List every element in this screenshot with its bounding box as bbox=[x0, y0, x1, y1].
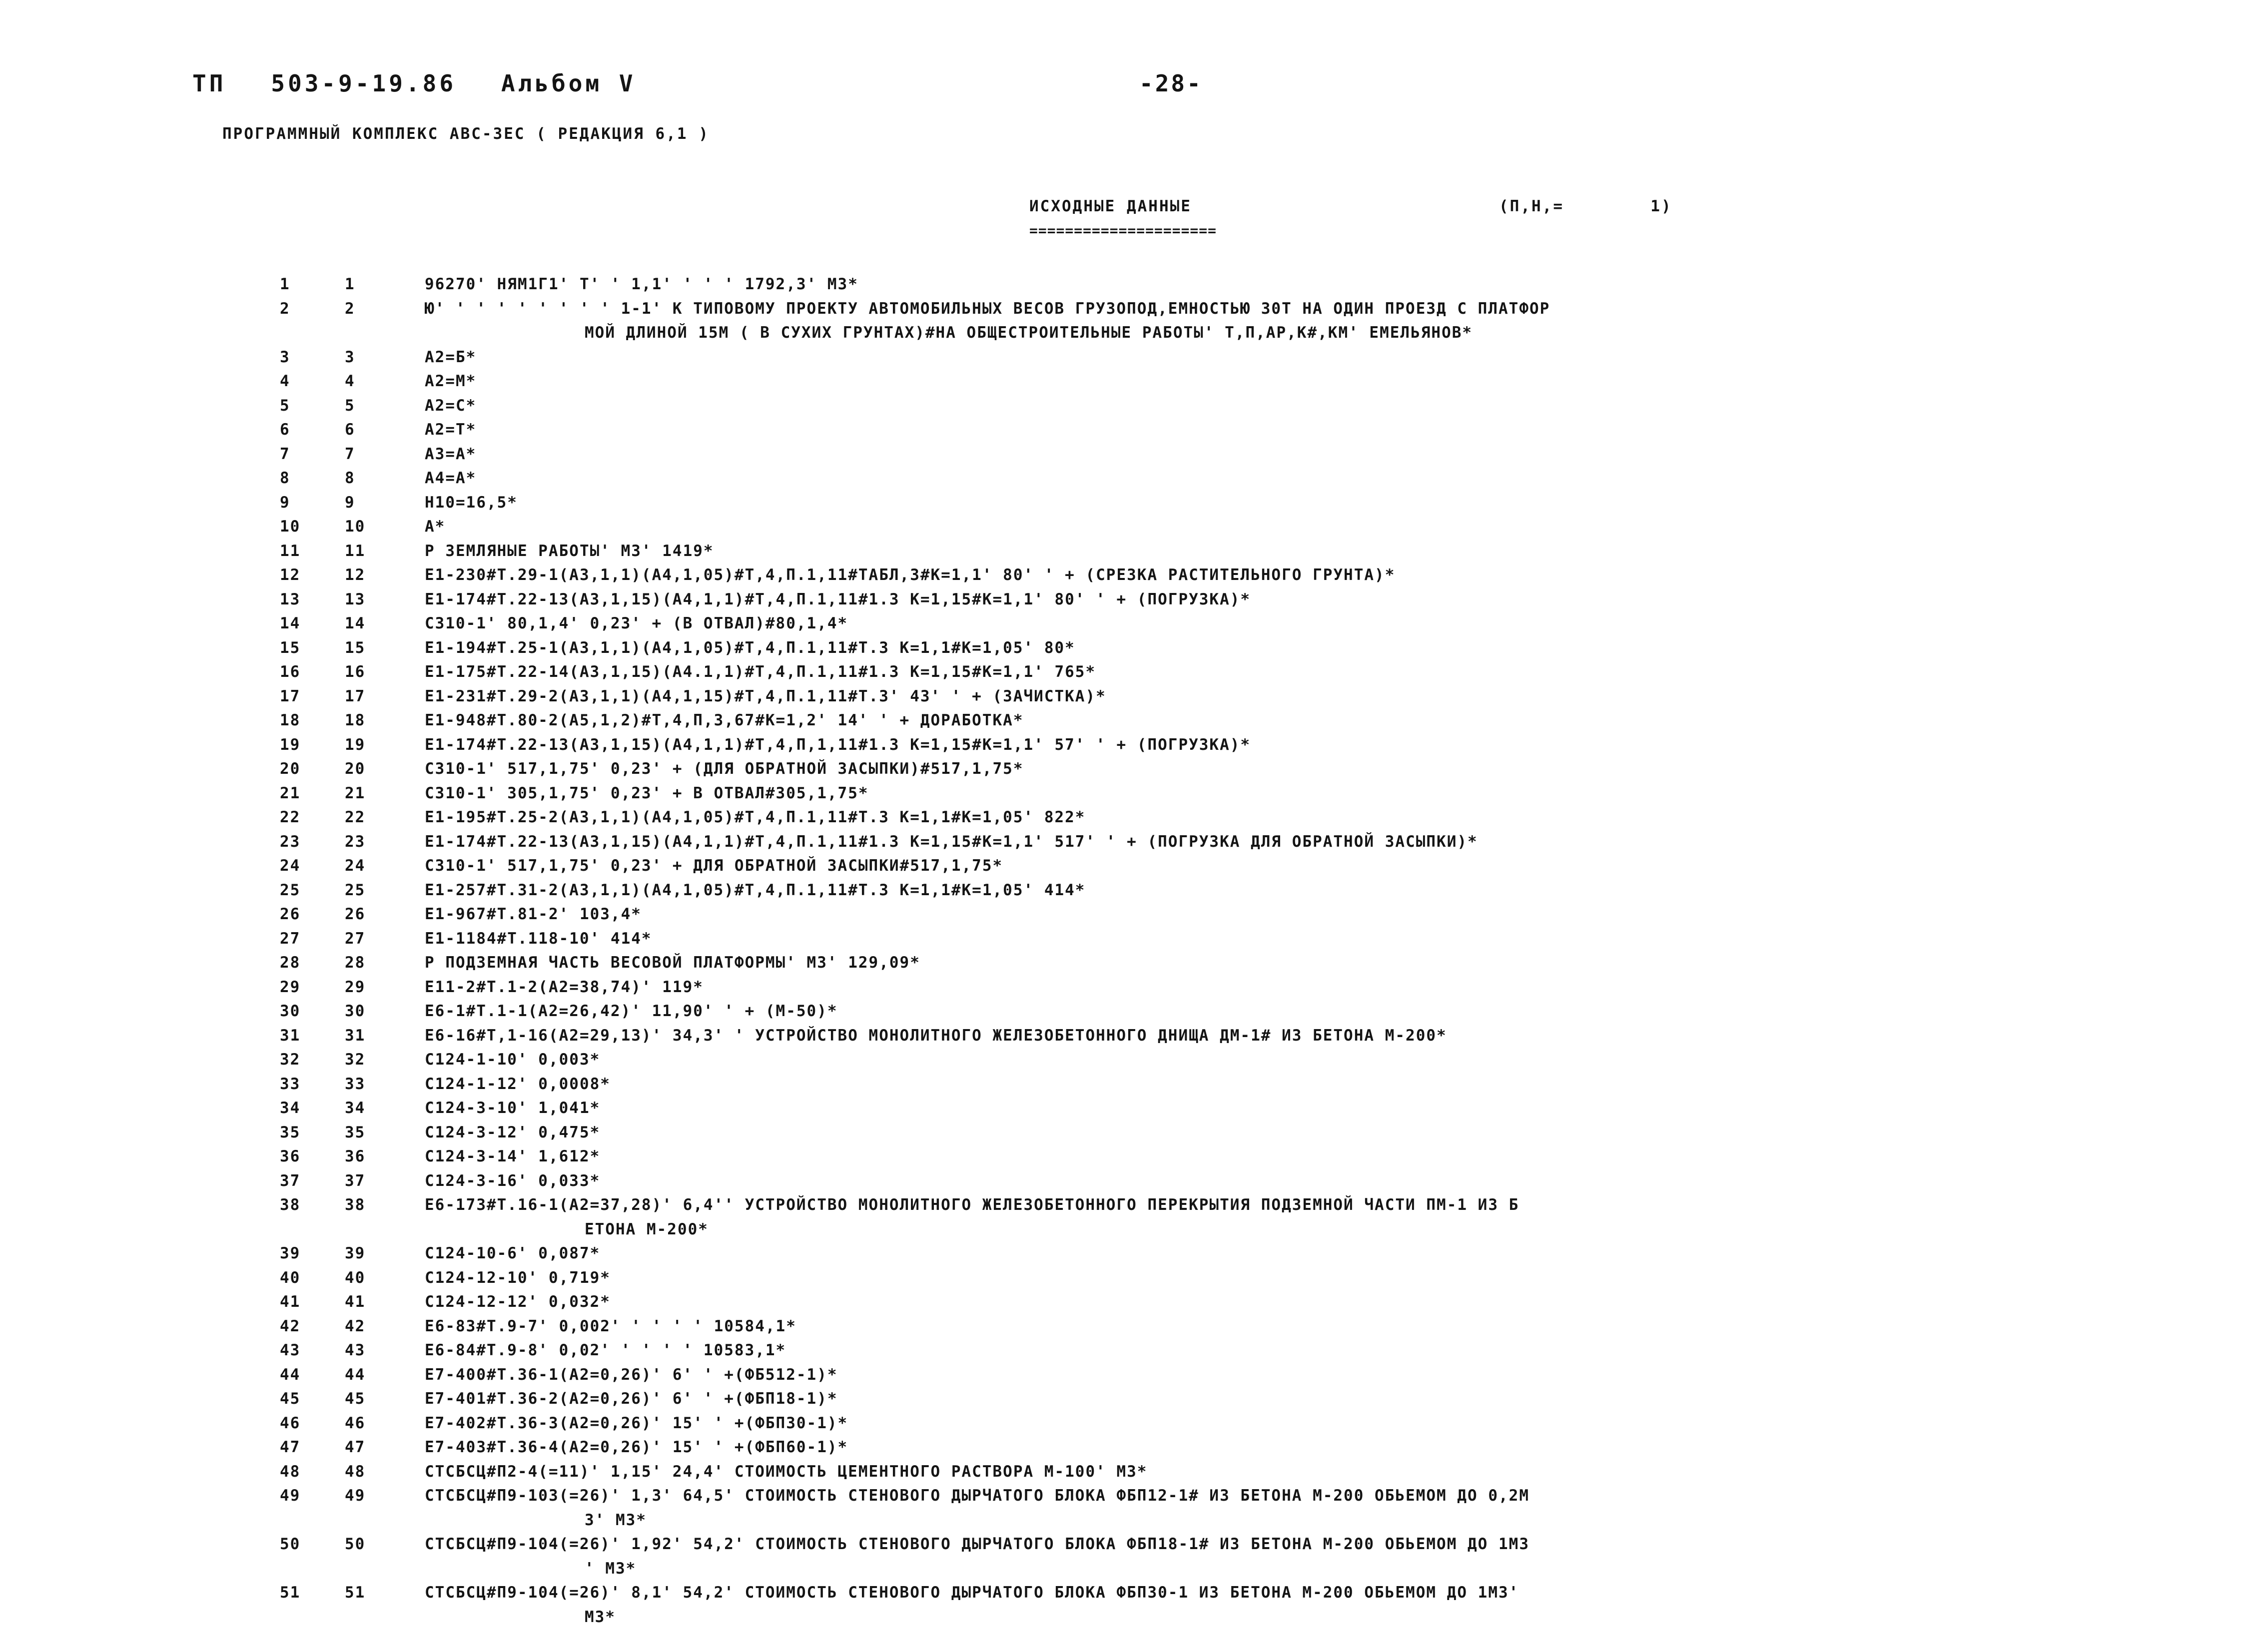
record-number: 46 bbox=[345, 1414, 366, 1432]
record-number: 37 bbox=[345, 1171, 366, 1190]
listing-row bbox=[280, 563, 2104, 587]
record-text: А4=А* bbox=[425, 469, 477, 487]
line-number: 45 bbox=[280, 1390, 301, 1408]
line-number: 48 bbox=[280, 1462, 301, 1481]
line-number: 33 bbox=[280, 1075, 301, 1093]
record-number: 41 bbox=[345, 1293, 366, 1311]
program-title: ПРОГРАММНЫЙ КОМПЛЕКС АВС-3ЕС ( РЕДАКЦИЯ 6,1 ) bbox=[222, 125, 710, 143]
line-number: 40 bbox=[280, 1268, 301, 1287]
listing-row-continuation bbox=[280, 1508, 2104, 1533]
line-number: 30 bbox=[280, 1002, 301, 1020]
record-text: Е1-230#Т.29-1(А3,1,1)(А4,1,05)#Т,4,П.1,11#ТАБЛ,3#К=1,1' 80' ' + (СРЕЗКА РАСТИТЕЛЬНОГО ГРУНТА)* bbox=[425, 566, 1396, 584]
line-number: 12 bbox=[280, 566, 301, 584]
record-number: 43 bbox=[345, 1341, 366, 1359]
listing-row bbox=[280, 733, 2104, 757]
record-number: 47 bbox=[345, 1438, 366, 1456]
listing-row bbox=[280, 466, 2104, 491]
listing-row-continuation bbox=[280, 1217, 2104, 1242]
line-number: 51 bbox=[280, 1584, 301, 1602]
listing-row bbox=[280, 927, 2104, 951]
record-text: Р ЗЕМЛЯНЫЕ РАБОТЫ' М3' 1419* bbox=[425, 542, 714, 560]
record-number: 44 bbox=[345, 1365, 366, 1384]
record-text: Е7-402#Т.36-3(А2=0,26)' 15' ' +(ФБП30-1)* bbox=[425, 1414, 848, 1432]
listing-row bbox=[280, 1581, 2104, 1605]
line-number: 50 bbox=[280, 1535, 301, 1553]
listing-row bbox=[280, 1072, 2104, 1097]
record-text: С124-1-10' 0,003* bbox=[425, 1051, 601, 1069]
line-number: 25 bbox=[280, 881, 301, 899]
record-number: 13 bbox=[345, 590, 366, 608]
record-number: 40 bbox=[345, 1268, 366, 1287]
line-number: 16 bbox=[280, 663, 301, 681]
record-number: 12 bbox=[345, 566, 366, 584]
record-text-continuation: ' М3* bbox=[585, 1559, 637, 1578]
listing-row-continuation bbox=[280, 1557, 2104, 1581]
line-number: 14 bbox=[280, 614, 301, 632]
record-text: Е1-948#Т.80-2(А5,1,2)#Т,4,П,3,67#К=1,2' 14' ' + ДОРАБОТКА* bbox=[425, 711, 1024, 729]
listing-row bbox=[280, 1290, 2104, 1314]
record-text: С124-3-10' 1,041* bbox=[425, 1099, 601, 1117]
doc-code: ТП bbox=[192, 70, 226, 97]
line-number: 23 bbox=[280, 832, 301, 851]
line-number: 15 bbox=[280, 638, 301, 657]
record-number: 30 bbox=[345, 1002, 366, 1020]
record-text: С124-3-12' 0,475* bbox=[425, 1123, 601, 1141]
record-number: 27 bbox=[345, 929, 366, 948]
line-number: 1 bbox=[280, 275, 290, 293]
listing-row bbox=[280, 1532, 2104, 1557]
line-number: 17 bbox=[280, 687, 301, 705]
listing-row bbox=[280, 515, 2104, 539]
line-number: 13 bbox=[280, 590, 301, 608]
album-label: Альбом V bbox=[501, 70, 636, 97]
record-text: С310-1' 80,1,4' 0,23' + (В ОТВАЛ)#80,1,4* bbox=[425, 614, 848, 632]
record-text: А2=Б* bbox=[425, 348, 477, 366]
line-number: 49 bbox=[280, 1487, 301, 1505]
listing-row bbox=[280, 539, 2104, 563]
record-number: 10 bbox=[345, 518, 366, 536]
listing-row bbox=[280, 418, 2104, 442]
listing-row bbox=[280, 611, 2104, 636]
line-number: 21 bbox=[280, 784, 301, 802]
listing-row bbox=[280, 442, 2104, 467]
line-number: 41 bbox=[280, 1293, 301, 1311]
record-text: С310-1' 517,1,75' 0,23' + ДЛЯ ОБРАТНОЙ ЗАСЫПКИ#517,1,75* bbox=[425, 857, 1003, 875]
record-number: 17 bbox=[345, 687, 366, 705]
record-text-continuation: 3' М3* bbox=[585, 1511, 647, 1529]
record-number: 38 bbox=[345, 1196, 366, 1214]
record-number: 34 bbox=[345, 1099, 366, 1117]
listing-row bbox=[280, 830, 2104, 854]
page-number: -28- bbox=[1139, 70, 1203, 97]
record-text: Н10=16,5* bbox=[425, 493, 518, 512]
listing-row bbox=[280, 1435, 2104, 1460]
record-number: 4 bbox=[345, 372, 355, 390]
record-text: Е1-194#Т.25-1(А3,1,1)(А4,1,05)#Т,4,П.1,11#Т.3 К=1,1#К=1,05' 80* bbox=[425, 638, 1075, 657]
record-number: 2 bbox=[345, 299, 355, 318]
listing-row bbox=[280, 757, 2104, 781]
line-number: 47 bbox=[280, 1438, 301, 1456]
record-text: Е1-195#Т.25-2(А3,1,1)(А4,1,05)#Т,4,П.1,11#Т.3 К=1,1#К=1,05' 822* bbox=[425, 808, 1086, 826]
listing-row bbox=[280, 805, 2104, 830]
record-number: 19 bbox=[345, 735, 366, 754]
record-number: 31 bbox=[345, 1026, 366, 1045]
listing-row bbox=[280, 878, 2104, 903]
listing-row bbox=[280, 854, 2104, 878]
line-number: 5 bbox=[280, 396, 290, 415]
section-title: ИСХОДНЫЕ ДАННЫЕ bbox=[1029, 197, 1192, 215]
listing-row bbox=[280, 1363, 2104, 1387]
record-text: С124-12-10' 0,719* bbox=[425, 1268, 611, 1287]
record-number: 25 bbox=[345, 881, 366, 899]
line-number: 34 bbox=[280, 1099, 301, 1117]
record-text: Е6-83#Т.9-7' 0,002' ' ' ' ' 10584,1* bbox=[425, 1317, 796, 1335]
record-number: 45 bbox=[345, 1390, 366, 1408]
listing-row bbox=[280, 975, 2104, 1000]
listing-row bbox=[280, 1241, 2104, 1266]
section-underline: ===================== bbox=[1029, 222, 1217, 239]
record-text: Е6-84#Т.9-8' 0,02' ' ' ' ' 10583,1* bbox=[425, 1341, 786, 1359]
record-text: СТСБСЦ#П9-103(=26)' 1,3' 64,5' СТОИМОСТЬ СТЕНОВОГО ДЫРЧАТОГО БЛОКА ФБП12-1# ИЗ БЕТОНА М-200 ОБЬЕМОМ ДО 0,2М bbox=[425, 1487, 1530, 1505]
line-number: 36 bbox=[280, 1147, 301, 1165]
record-number: 8 bbox=[345, 469, 355, 487]
line-number: 26 bbox=[280, 905, 301, 923]
record-number: 39 bbox=[345, 1244, 366, 1262]
record-text: Е7-403#Т.36-4(А2=0,26)' 15' ' +(ФБП60-1)* bbox=[425, 1438, 848, 1456]
record-text: Е1-175#Т.22-14(А3,1,15)(А4.1,1)#Т,4,П.1,11#1.3 К=1,15#К=1,1' 765* bbox=[425, 663, 1096, 681]
record-number: 49 bbox=[345, 1487, 366, 1505]
record-number: 24 bbox=[345, 857, 366, 875]
record-number: 50 bbox=[345, 1535, 366, 1553]
line-number: 35 bbox=[280, 1123, 301, 1141]
record-number: 33 bbox=[345, 1075, 366, 1093]
listing-row bbox=[280, 1144, 2104, 1169]
listing-row bbox=[280, 1484, 2104, 1508]
record-text: Е1-967#Т.81-2' 103,4* bbox=[425, 905, 642, 923]
record-text: Е11-2#Т.1-2(А2=38,74)' 119* bbox=[425, 978, 704, 996]
record-number: 7 bbox=[345, 445, 355, 463]
record-number: 51 bbox=[345, 1584, 366, 1602]
record-text: СТСБСЦ#П9-104(=26)' 8,1' 54,2' СТОИМОСТЬ СТЕНОВОГО ДЫРЧАТОГО БЛОКА ФБП30-1 ИЗ БЕТОНА М-200 ОБЬЕМОМ ДО 1М3' bbox=[425, 1584, 1519, 1602]
record-text: С124-12-12' 0,032* bbox=[425, 1293, 611, 1311]
line-number: 42 bbox=[280, 1317, 301, 1335]
record-text: С310-1' 517,1,75' 0,23' + (ДЛЯ ОБРАТНОЙ ЗАСЫПКИ)#517,1,75* bbox=[425, 760, 1024, 778]
record-number: 35 bbox=[345, 1123, 366, 1141]
record-number: 18 bbox=[345, 711, 366, 729]
listing-row bbox=[280, 951, 2104, 975]
line-number: 4 bbox=[280, 372, 290, 390]
listing-row bbox=[280, 1411, 2104, 1436]
record-text: СТСБСЦ#П2-4(=11)' 1,15' 24,4' СТОИМОСТЬ ЦЕМЕНТНОГО РАСТВОРА М-100' М3* bbox=[425, 1462, 1148, 1481]
listing-row bbox=[280, 272, 2104, 297]
listing-row bbox=[280, 394, 2104, 418]
record-number: 22 bbox=[345, 808, 366, 826]
record-text: С124-1-12' 0,0008* bbox=[425, 1075, 611, 1093]
line-number: 27 bbox=[280, 929, 301, 948]
record-text: Е7-401#Т.36-2(А2=0,26)' 6' ' +(ФБП18-1)* bbox=[425, 1390, 838, 1408]
record-number: 14 bbox=[345, 614, 366, 632]
listing-row bbox=[280, 1096, 2104, 1120]
record-text: А2=М* bbox=[425, 372, 477, 390]
record-number: 16 bbox=[345, 663, 366, 681]
listing-row bbox=[280, 781, 2104, 806]
record-text: Е1-257#Т.31-2(А3,1,1)(А4,1,05)#Т,4,П.1,11#Т.3 К=1,1#К=1,05' 414* bbox=[425, 881, 1086, 899]
record-number: 20 bbox=[345, 760, 366, 778]
record-number: 11 bbox=[345, 542, 366, 560]
line-number: 11 bbox=[280, 542, 301, 560]
record-text: СТСБСЦ#П9-104(=26)' 1,92' 54,2' СТОИМОСТЬ СТЕНОВОГО ДЫРЧАТОГО БЛОКА ФБП18-1# ИЗ БЕТОНА М-200 ОБЬЕМОМ ДО 1М3 bbox=[425, 1535, 1530, 1553]
record-number: 1 bbox=[345, 275, 355, 293]
line-number: 37 bbox=[280, 1171, 301, 1190]
record-text: С124-10-6' 0,087* bbox=[425, 1244, 601, 1262]
listing-row bbox=[280, 1193, 2104, 1217]
record-text: Е6-173#Т.16-1(А2=37,28)' 6,4'' УСТРОЙСТВО МОНОЛИТНОГО ЖЕЛЕЗОБЕТОННОГО ПЕРЕКРЫТИЯ ПОДЗЕМНОЙ ЧАСТИ ПМ-1 ИЗ Б bbox=[425, 1196, 1519, 1214]
line-number: 8 bbox=[280, 469, 290, 487]
listing-row bbox=[280, 491, 2104, 515]
line-number: 10 bbox=[280, 518, 301, 536]
line-number: 6 bbox=[280, 421, 290, 439]
record-number: 3 bbox=[345, 348, 355, 366]
record-number: 6 bbox=[345, 421, 355, 439]
record-number: 26 bbox=[345, 905, 366, 923]
line-number: 31 bbox=[280, 1026, 301, 1045]
line-number: 9 bbox=[280, 493, 290, 512]
record-number: 28 bbox=[345, 954, 366, 972]
line-number: 7 bbox=[280, 445, 290, 463]
listing-row-continuation bbox=[280, 321, 2104, 345]
line-number: 38 bbox=[280, 1196, 301, 1214]
record-text: Е1-1184#Т.118-10' 414* bbox=[425, 929, 652, 948]
listing-row bbox=[280, 1024, 2104, 1048]
record-text: Е6-1#Т.1-1(А2=26,42)' 11,90' ' + (М-50)* bbox=[425, 1002, 838, 1020]
record-number: 32 bbox=[345, 1051, 366, 1069]
listing-row bbox=[280, 1120, 2104, 1145]
line-number: 20 bbox=[280, 760, 301, 778]
project-number: 503-9-19.86 bbox=[271, 70, 457, 97]
record-text: А2=Т* bbox=[425, 421, 477, 439]
record-number: 21 bbox=[345, 784, 366, 802]
line-number: 24 bbox=[280, 857, 301, 875]
listing-row bbox=[280, 345, 2104, 370]
record-text: Е1-231#Т.29-2(А3,1,1)(А4,1,15)#Т,4,П.1,11#Т.3' 43' ' + (ЗАЧИСТКА)* bbox=[425, 687, 1106, 705]
line-number: 29 bbox=[280, 978, 301, 996]
listing-row bbox=[280, 636, 2104, 660]
record-text: С124-3-16' 0,033* bbox=[425, 1171, 601, 1190]
listing-row bbox=[280, 902, 2104, 927]
listing-row bbox=[280, 1338, 2104, 1363]
record-text: Е1-174#Т.22-13(А3,1,15)(А4,1,1)#Т,4,П.1,11#1.3 К=1,15#К=1,1' 80' ' + (ПОГРУЗКА)* bbox=[425, 590, 1251, 608]
line-number: 19 bbox=[280, 735, 301, 754]
line-number: 44 bbox=[280, 1365, 301, 1384]
record-number: 9 bbox=[345, 493, 355, 512]
listing-row bbox=[280, 587, 2104, 612]
line-number: 3 bbox=[280, 348, 290, 366]
listing-row bbox=[280, 1460, 2104, 1484]
listing-row-continuation bbox=[280, 1605, 2104, 1630]
record-text: Е1-174#Т.22-13(А3,1,15)(А4,1,1)#Т,4,П,1,11#1.3 К=1,15#К=1,1' 57' ' + (ПОГРУЗКА)* bbox=[425, 735, 1251, 754]
line-number: 28 bbox=[280, 954, 301, 972]
listing-row bbox=[280, 660, 2104, 684]
record-number: 42 bbox=[345, 1317, 366, 1335]
record-text-continuation: ЕТОНА М-200* bbox=[585, 1220, 709, 1238]
listing-row bbox=[280, 1266, 2104, 1290]
record-number: 15 bbox=[345, 638, 366, 657]
line-number: 32 bbox=[280, 1051, 301, 1069]
record-number: 5 bbox=[345, 396, 355, 415]
line-number: 2 bbox=[280, 299, 290, 318]
section-params: (П,Н,= 1) bbox=[1499, 197, 1672, 215]
record-text: С310-1' 305,1,75' 0,23' + В ОТВАЛ#305,1,75* bbox=[425, 784, 869, 802]
record-number: 36 bbox=[345, 1147, 366, 1165]
record-text: Е6-16#Т,1-16(А2=29,13)' 34,3' ' УСТРОЙСТВО МОНОЛИТНОГО ЖЕЛЕЗОБЕТОННОГО ДНИЩА ДМ-1# ИЗ БЕТОНА М-200* bbox=[425, 1026, 1447, 1045]
record-text: А* bbox=[425, 518, 446, 536]
record-text: Ю' ' ' ' ' ' ' ' ' 1-1' К ТИПОВОМУ ПРОЕКТУ АВТОМОБИЛЬНЫХ ВЕСОВ ГРУЗОПОД,ЕМНОСТЬЮ 30Т НА ОДИН ПРОЕЗД С ПЛАТФОР bbox=[425, 299, 1550, 318]
record-number: 29 bbox=[345, 978, 366, 996]
record-text: Е7-400#Т.36-1(А2=0,26)' 6' ' +(ФБ512-1)* bbox=[425, 1365, 838, 1384]
page-header bbox=[192, 70, 636, 97]
line-number: 22 bbox=[280, 808, 301, 826]
record-text: А2=С* bbox=[425, 396, 477, 415]
record-text: А3=А* bbox=[425, 445, 477, 463]
line-number: 46 bbox=[280, 1414, 301, 1432]
record-text: 96270' НЯМ1Г1' Т' ' 1,1' ' ' ' 1792,3' М3* bbox=[425, 275, 858, 293]
line-number: 43 bbox=[280, 1341, 301, 1359]
input-data-listing bbox=[280, 272, 2104, 1629]
listing-row bbox=[280, 708, 2104, 733]
record-text-continuation: МОЙ ДЛИНОЙ 15М ( В СУХИХ ГРУНТАХ)#НА ОБЩЕСТРОИТЕЛЬНЫЕ РАБОТЫ' Т,П,АР,К#,КМ' ЕМЕЛЬЯНОВ* bbox=[585, 324, 1473, 342]
record-text: Е1-174#Т.22-13(А3,1,15)(А4,1,1)#Т,4,П.1,11#1.3 К=1,15#К=1,1' 517' ' + (ПОГРУЗКА ДЛЯ ОБРАТНОЙ ЗАСЫПКИ)* bbox=[425, 832, 1478, 851]
record-number: 48 bbox=[345, 1462, 366, 1481]
record-text-continuation: М3* bbox=[585, 1608, 616, 1626]
listing-row bbox=[280, 999, 2104, 1024]
listing-row bbox=[280, 1387, 2104, 1411]
listing-row bbox=[280, 297, 2104, 321]
line-number: 39 bbox=[280, 1244, 301, 1262]
listing-row bbox=[280, 1314, 2104, 1339]
listing-row bbox=[280, 684, 2104, 709]
listing-row bbox=[280, 369, 2104, 394]
line-number: 18 bbox=[280, 711, 301, 729]
record-text: Р ПОДЗЕМНАЯ ЧАСТЬ ВЕСОВОЙ ПЛАТФОРМЫ' М3' 129,09* bbox=[425, 954, 920, 972]
record-number: 23 bbox=[345, 832, 366, 851]
listing-row bbox=[280, 1169, 2104, 1193]
listing-row bbox=[280, 1048, 2104, 1072]
record-text: С124-3-14' 1,612* bbox=[425, 1147, 601, 1165]
